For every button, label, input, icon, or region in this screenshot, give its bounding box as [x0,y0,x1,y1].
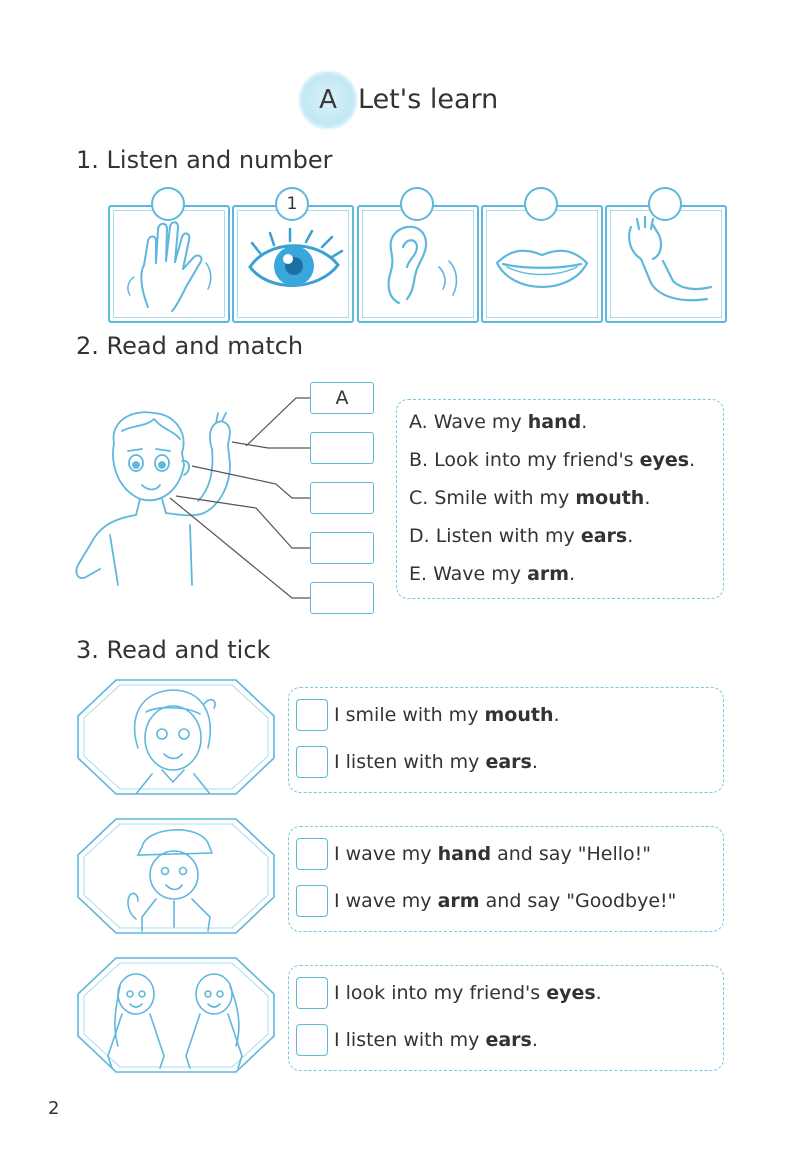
tick-option-3b: I listen with my ears. [334,1029,538,1051]
checkbox-3a[interactable] [296,977,328,1009]
boy-waving-picture [76,817,276,935]
checkbox-1b[interactable] [296,746,328,778]
section-1-heading: 1. Listen and number [76,146,333,174]
picture-frame-eye [232,205,354,323]
number-circle-4[interactable] [524,187,558,221]
match-option-e: E. Wave my arm. [409,563,576,585]
number-circle-3[interactable] [400,187,434,221]
tick-option-2b: I wave my arm and say "Goodbye!" [334,890,677,912]
picture-frame-arm [605,205,727,323]
mouth-icon [483,207,601,321]
page-title: Let's learn [358,84,499,115]
tick-panel-1 [288,687,724,793]
ear-icon [359,207,477,321]
tick-panel-2 [288,826,724,932]
number-circle-5[interactable] [648,187,682,221]
girl-smiling-picture [76,678,276,796]
two-girls-picture [76,956,276,1074]
tick-option-1b: I listen with my ears. [334,751,538,773]
picture-frame-ear [357,205,479,323]
match-option-b: B. Look into my friend's eyes. [409,449,696,471]
tick-option-2a: I wave my hand and say "Hello!" [334,843,651,865]
picture-frame-mouth [481,205,603,323]
section-badge: A [300,72,356,128]
tick-panel-3 [288,965,724,1071]
eye-icon [234,207,352,321]
matching-lines [150,380,320,610]
answer-box-2[interactable] [310,432,374,464]
checkbox-2b[interactable] [296,885,328,917]
section-2-heading: 2. Read and match [76,332,304,360]
answer-box-1[interactable]: A [310,382,374,414]
tick-option-1a: I smile with my mouth. [334,704,560,726]
arm-icon [607,207,725,321]
answer-box-5[interactable] [310,582,374,614]
checkbox-1a[interactable] [296,699,328,731]
picture-frame-hand [108,205,230,323]
answer-box-4[interactable] [310,532,374,564]
checkbox-2a[interactable] [296,838,328,870]
number-circle-1[interactable] [151,187,185,221]
hand-icon [110,207,228,321]
match-option-a: A. Wave my hand. [409,411,588,433]
number-circle-2[interactable]: 1 [275,187,309,221]
checkbox-3b[interactable] [296,1024,328,1056]
match-option-d: D. Listen with my ears. [409,525,634,547]
section-3-heading: 3. Read and tick [76,636,271,664]
match-option-c: C. Smile with my mouth. [409,487,651,509]
answer-box-3[interactable] [310,482,374,514]
page-number: 2 [48,1098,60,1119]
tick-option-3a: I look into my friend's eyes. [334,982,602,1004]
